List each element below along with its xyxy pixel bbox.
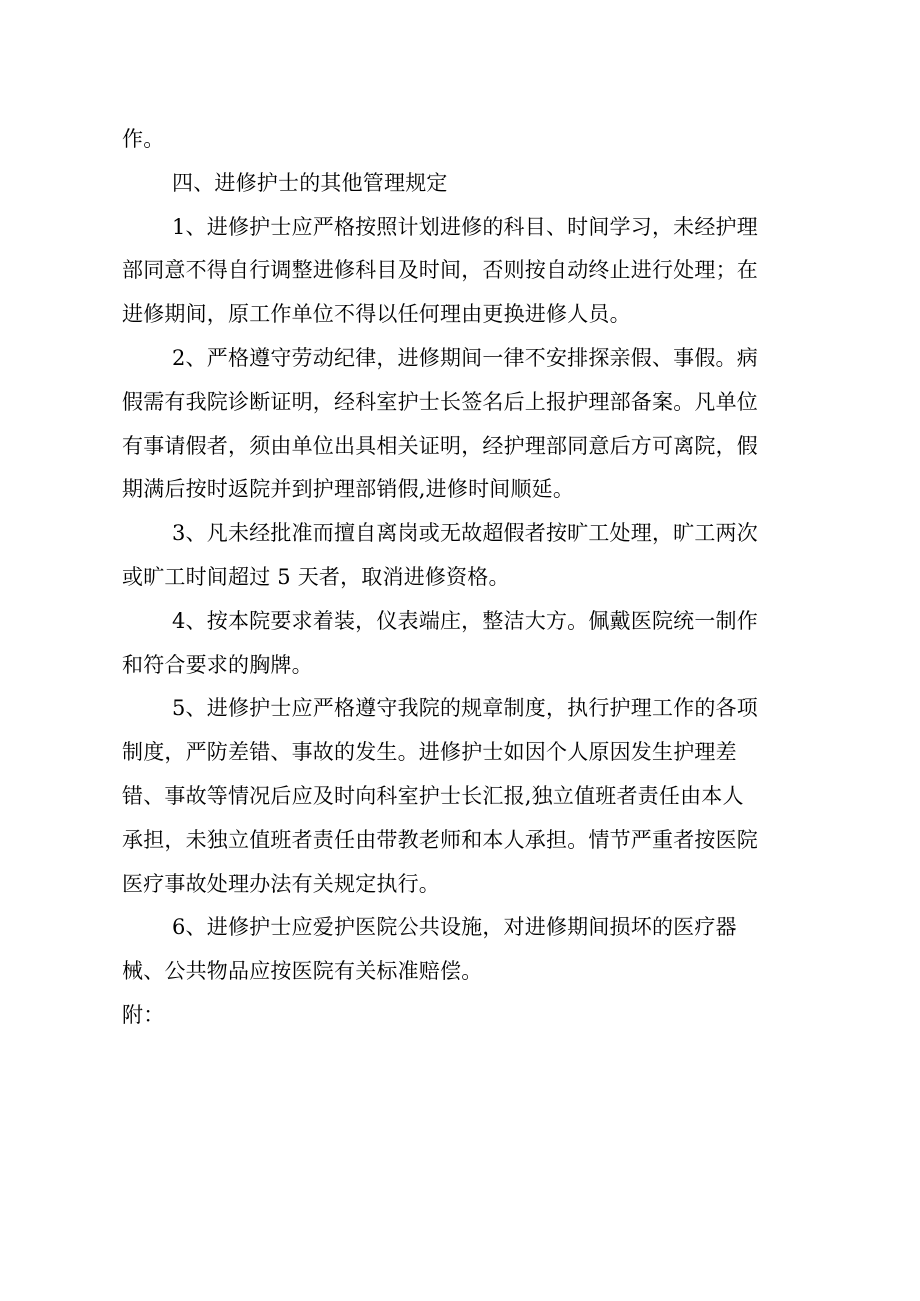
item-6-line-1: 6、进修护士应爱护医院公共设施，对进修期间损坏的医疗器	[172, 915, 737, 940]
item-2-line-4: 期满后按时返院并到护理部销假,进修时间顺延。	[122, 477, 575, 502]
item-5-line-4: 承担，未独立值班者责任由带教老师和本人承担。情节严重者按医院	[122, 827, 758, 852]
item-2-line-1: 2、严格遵守劳动纪律，进修期间一律不安排探亲假、事假。病	[172, 345, 758, 370]
item-1-line-1: 1、进修护士应严格按照计划进修的科目、时间学习，未经护理	[172, 214, 758, 239]
section-heading: 四、进修护士的其他管理规定	[172, 170, 448, 195]
document-body	[122, 118, 822, 1038]
item-2-line-3: 有事请假者，须由单位出具相关证明，经护理部同意后方可离院，假	[122, 433, 758, 458]
item-5-line-2: 制度，严防差错、事故的发生。进修护士如因个人原因发生护理差	[122, 740, 737, 765]
item-4-line-1: 4、按本院要求着装，仪表端庄，整洁大方。佩戴医院统一制作	[172, 608, 758, 633]
item-2-line-2: 假需有我院诊断证明，经科室护士长签名后上报护理部备案。凡单位	[122, 389, 758, 414]
item-5-line-1: 5、进修护士应严格遵守我院的规章制度，执行护理工作的各项	[172, 696, 758, 721]
item-6-line-2: 械、公共物品应按医院有关标准赔偿。	[122, 959, 483, 984]
item-3-line-1: 3、凡未经批准而擅自离岗或无故超假者按旷工处理，旷工两次	[172, 521, 758, 546]
item-4-line-2: 和符合要求的胸牌。	[122, 652, 313, 677]
item-5-line-5: 医疗事故处理办法有关规定执行。	[122, 871, 440, 896]
item-1-line-3: 进修期间，原工作单位不得以任何理由更换进修人员。	[122, 302, 631, 327]
text-line-continuation: 作。	[122, 127, 165, 151]
item-1-line-2: 部同意不得自行调整进修科目及时间，否则按自动终止进行处理；在	[122, 258, 758, 283]
item-3-line-2: 或旷工时间超过 5 天者，取消进修资格。	[122, 564, 510, 589]
appendix-label: 附：	[122, 1002, 165, 1027]
item-5-line-3: 错、事故等情况后应及时向科室护士长汇报,独立值班者责任由本人	[122, 783, 744, 808]
